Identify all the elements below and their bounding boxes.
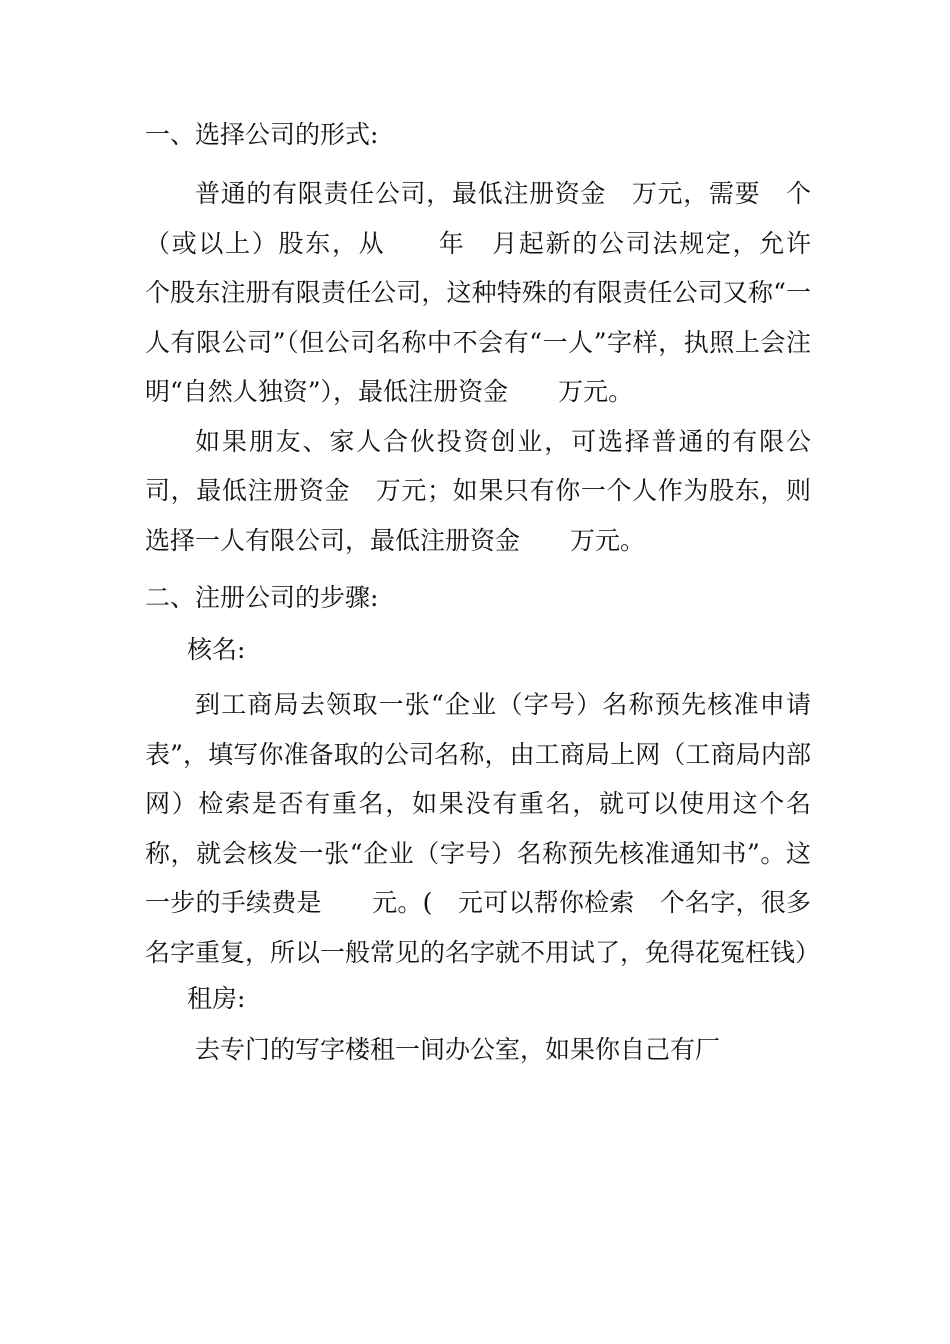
step-label-rent-office: 租房: [187,984,246,1013]
paragraph-name-check: 到工商局去领取一张“企业（字号）名称预先核准申请表”，填写你准备取的公司名称，由工商局上网（工商局内部网）检索是否有重名，如果没有重名，就可以使用这个名称，就会核发一张“企业（字号）名称预先核准通知书”。这一步的手续费是 元。( 元可以帮你检索 个名字，很多名字重复，所以一般常见的名字就不用试了，免得花冤枉钱） [145,690,821,967]
step-label-name-check: 核名: [187,635,246,664]
section-heading-company-form: 一、选择公司的形式: [145,120,379,149]
paragraph-company-choice: 如果朋友、家人合伙投资创业，可选择普通的有限公司，最低注册资金 万元；如果只有你一个人作为股东，则选择一人有限公司，最低注册资金 万元。 [145,426,811,555]
section-heading-registration-steps: 二、注册公司的步骤: [145,583,379,612]
paragraph-company-types: 普通的有限责任公司，最低注册资金 万元，需要 个（或以上）股东，从 年 月起新的公司法规定，允许 个股东注册有限责任公司，这种特殊的有限责任公司又称“一人有限公司”（但公司名称中不会有“一人”字样，执照上会注明“自然人独资”），最低注册资金 万元。 [145,179,837,406]
paragraph-rent-office: 去专门的写字楼租一间办公室，如果你自己有厂 [195,1035,721,1064]
document-body [145,112,837,1075]
